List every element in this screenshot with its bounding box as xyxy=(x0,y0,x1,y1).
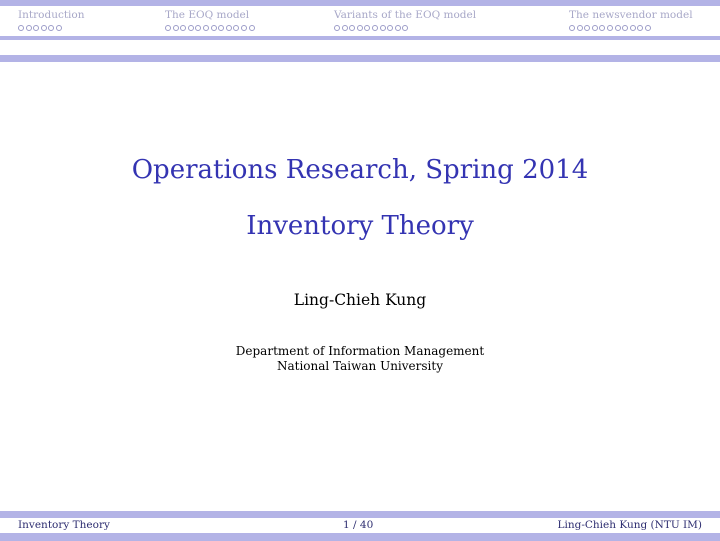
slide-dot[interactable] xyxy=(165,25,171,31)
slide-dot[interactable] xyxy=(630,25,636,31)
slide-dot[interactable] xyxy=(195,25,201,31)
nav-slide-dots xyxy=(165,25,255,31)
slide-dot[interactable] xyxy=(364,25,370,31)
slide-dot[interactable] xyxy=(637,25,643,31)
slide-dot[interactable] xyxy=(402,25,408,31)
slide-dot[interactable] xyxy=(357,25,363,31)
slide-dot[interactable] xyxy=(622,25,628,31)
nav-section-label: Variants of the EOQ model xyxy=(334,9,477,21)
slide-dot[interactable] xyxy=(349,25,355,31)
section-navigation xyxy=(0,6,720,36)
slide-dot[interactable] xyxy=(233,25,239,31)
nav-section-label: Introduction xyxy=(18,9,85,21)
slide-dot[interactable] xyxy=(592,25,598,31)
footer xyxy=(0,518,720,533)
slide-dot[interactable] xyxy=(26,25,32,31)
slide-dot[interactable] xyxy=(218,25,224,31)
header-bottom-bar xyxy=(0,36,720,40)
slide-dot[interactable] xyxy=(334,25,340,31)
slide-dot[interactable] xyxy=(380,25,386,31)
slide-dot[interactable] xyxy=(203,25,209,31)
slide-dot[interactable] xyxy=(41,25,47,31)
nav-section-label: The EOQ model xyxy=(165,9,250,21)
footer-author: Ling-Chieh Kung (NTU IM) xyxy=(557,519,702,531)
slide-dot[interactable] xyxy=(173,25,179,31)
slide-dot[interactable] xyxy=(372,25,378,31)
nav-slide-dots xyxy=(18,25,85,31)
nav-section-eoq-model[interactable] xyxy=(165,8,255,31)
slide-dot[interactable] xyxy=(584,25,590,31)
nav-section-label: The newsvendor model xyxy=(569,9,693,21)
nav-slide-dots xyxy=(569,25,693,31)
slide-dot[interactable] xyxy=(395,25,401,31)
footer-page-number: 1 / 40 xyxy=(343,519,374,531)
slide-dot[interactable] xyxy=(241,25,247,31)
slide-dot[interactable] xyxy=(226,25,232,31)
slide-dot[interactable] xyxy=(569,25,575,31)
footer-top-bar xyxy=(0,511,720,518)
slide-dot[interactable] xyxy=(599,25,605,31)
slide-dot[interactable] xyxy=(577,25,583,31)
slide-dot[interactable] xyxy=(180,25,186,31)
nav-section-newsvendor-model[interactable] xyxy=(569,8,693,31)
institute-department: Department of Information Management xyxy=(235,344,485,358)
nav-section-eoq-variants[interactable] xyxy=(334,8,476,31)
slide-dot[interactable] xyxy=(18,25,24,31)
slide-dot[interactable] xyxy=(33,25,39,31)
course-title: Operations Research, Spring 2014 xyxy=(131,155,589,185)
slide-dot[interactable] xyxy=(211,25,217,31)
slide-dot[interactable] xyxy=(387,25,393,31)
footer-short-title: Inventory Theory xyxy=(18,519,110,531)
slide-dot[interactable] xyxy=(188,25,194,31)
slide-dot[interactable] xyxy=(48,25,54,31)
slide-dot[interactable] xyxy=(607,25,613,31)
slide-dot[interactable] xyxy=(249,25,255,31)
slide-dot[interactable] xyxy=(645,25,651,31)
nav-section-introduction[interactable] xyxy=(18,8,85,31)
slide-dot[interactable] xyxy=(342,25,348,31)
institute-university: National Taiwan University xyxy=(276,359,443,373)
slide-dot[interactable] xyxy=(56,25,62,31)
slide-dot[interactable] xyxy=(615,25,621,31)
author-name: Ling-Chieh Kung xyxy=(293,291,427,309)
footer-bottom-bar xyxy=(0,533,720,541)
frame-title-bar xyxy=(0,55,720,62)
nav-slide-dots xyxy=(334,25,476,31)
presentation-title: Inventory Theory xyxy=(246,211,474,241)
